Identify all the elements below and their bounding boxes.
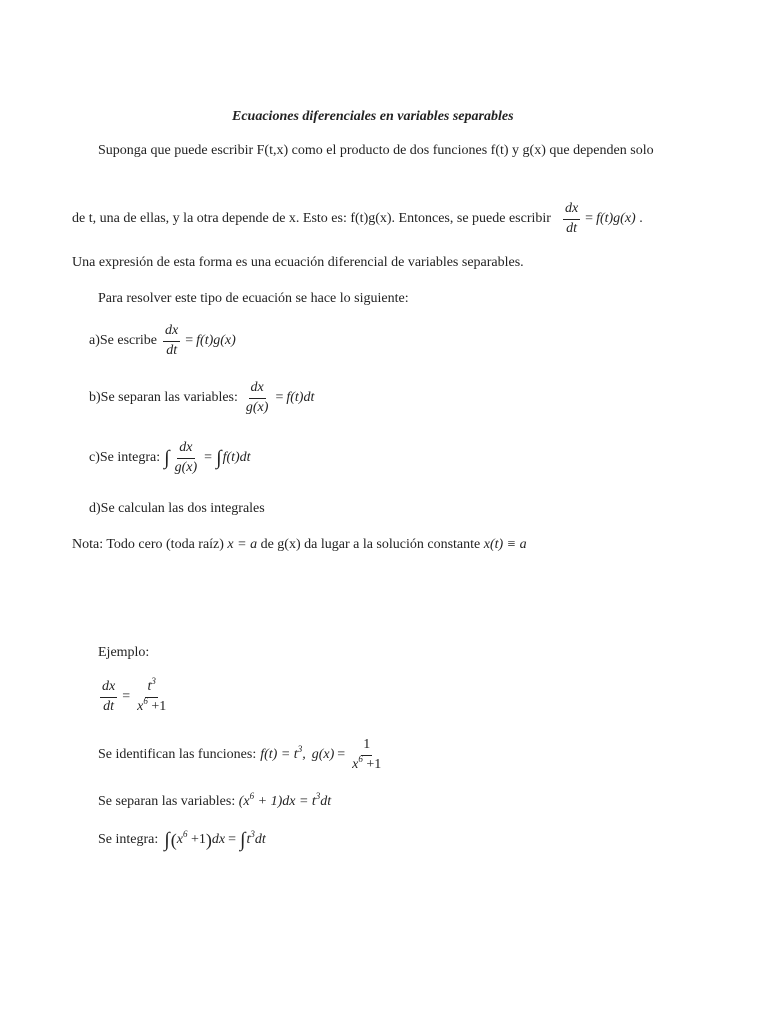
nota-middle: de g(x) da lugar a la solución constante xyxy=(260,537,481,552)
integral-sign-icon: ∫ xyxy=(216,447,222,470)
example-rhs-fraction: $\frac{t^3}{x^6 +1}$ xyxy=(137,676,167,714)
integral-sign-icon: ∫ xyxy=(164,829,170,851)
nota-prefix: Nota: Todo cero (toda raíz) xyxy=(72,537,224,552)
example-gx-fraction: $\frac{1}{x^6 +1}$ xyxy=(352,737,382,772)
example-ft: $f(t) = t^3$, xyxy=(260,744,306,763)
example-equation: $\frac{dx}{dt}$ = $\frac{t^3}{x^6 +1}$ xyxy=(102,676,167,714)
step-a-fraction: $\frac{dx}{dt}$ xyxy=(165,323,179,358)
page-title: Ecuaciones diferenciales en variables separables xyxy=(232,109,514,124)
nota-solution: x(t) ≡ a xyxy=(483,537,527,552)
procedure-intro: Para resolver este tipo de ecuación se hace lo siguiente: xyxy=(98,291,409,306)
example-identify-label: Se identifican las funciones: xyxy=(98,747,257,763)
step-a: a)Se escribe $\frac{dx}{dt}$ = f(t)g(x) xyxy=(89,323,236,358)
intro-line-2: de t, una de ellas, y la otra depende de x. Esto es: f(t)g(x). Entonces, se puede escribir $\frac{dx}{dt}$ = f(t)g(x) . xyxy=(72,201,643,236)
dx-dt-fraction: $\frac{dx}{dt}$ xyxy=(564,201,579,236)
step-a-label: a)Se escribe xyxy=(89,333,158,349)
step-c: c)Se integra: ∫ $\frac{dx}{g(x)}$ = ∫ f(t)dt xyxy=(89,440,251,475)
ft-gx: f(t)g(x) xyxy=(596,211,636,227)
step-b-label: b)Se separan las variables: xyxy=(89,390,238,406)
step-b-rhs: f(t)dt xyxy=(286,390,315,406)
step-c-label: c)Se integra: xyxy=(89,450,161,466)
example-identify: Se identifican las funciones: $f(t) = t^3$, g(x) = $\frac{1}{x^6 +1}$ xyxy=(98,737,382,772)
nota-eq: x = a xyxy=(227,537,258,552)
step-a-rhs: f(t)g(x) xyxy=(196,333,236,349)
intro-line-1: Suponga que puede escribir F(t,x) como el producto de dos funciones f(t) y g(x) que dependen solo xyxy=(98,143,654,158)
integral-sign-icon: ∫ xyxy=(164,447,170,470)
integral-sign-icon: ∫ xyxy=(240,829,246,851)
example-dx-dt: $\frac{dx}{dt}$ xyxy=(102,679,116,714)
example-separate: Se separan las variables: $(x^6 + 1)dx = t^3dt$ xyxy=(98,791,332,809)
example-gx: g(x) xyxy=(311,747,335,763)
nota xyxy=(72,538,527,552)
intro-line-3: Una expresión de esta forma es una ecuación diferencial de variables separables. xyxy=(72,255,524,270)
example-integrate-label: Se integra: xyxy=(98,832,159,847)
step-c-rhs: f(t)dt xyxy=(222,450,251,466)
step-b: b)Se separan las variables: $\frac{dx}{g(x)}$ = f(t)dt xyxy=(89,380,315,415)
step-b-fraction: $\frac{dx}{g(x)}$ xyxy=(245,380,269,415)
step-c-fraction: $\frac{dx}{g(x)}$ xyxy=(174,440,198,475)
example-separate-label: Se separan las variables: xyxy=(98,794,236,809)
intro-line-2-text: de t, una de ellas, y la otra depende de x. Esto es: f(t)g(x). Entonces, se puede escribir xyxy=(72,211,551,227)
step-d: d)Se calculan las dos integrales xyxy=(89,501,265,516)
example-label: Ejemplo: xyxy=(98,645,150,660)
example-integrate: Se integra: ∫ ( $x^6 +1$ ) dx = ∫ $t^3dt$ xyxy=(98,829,266,851)
